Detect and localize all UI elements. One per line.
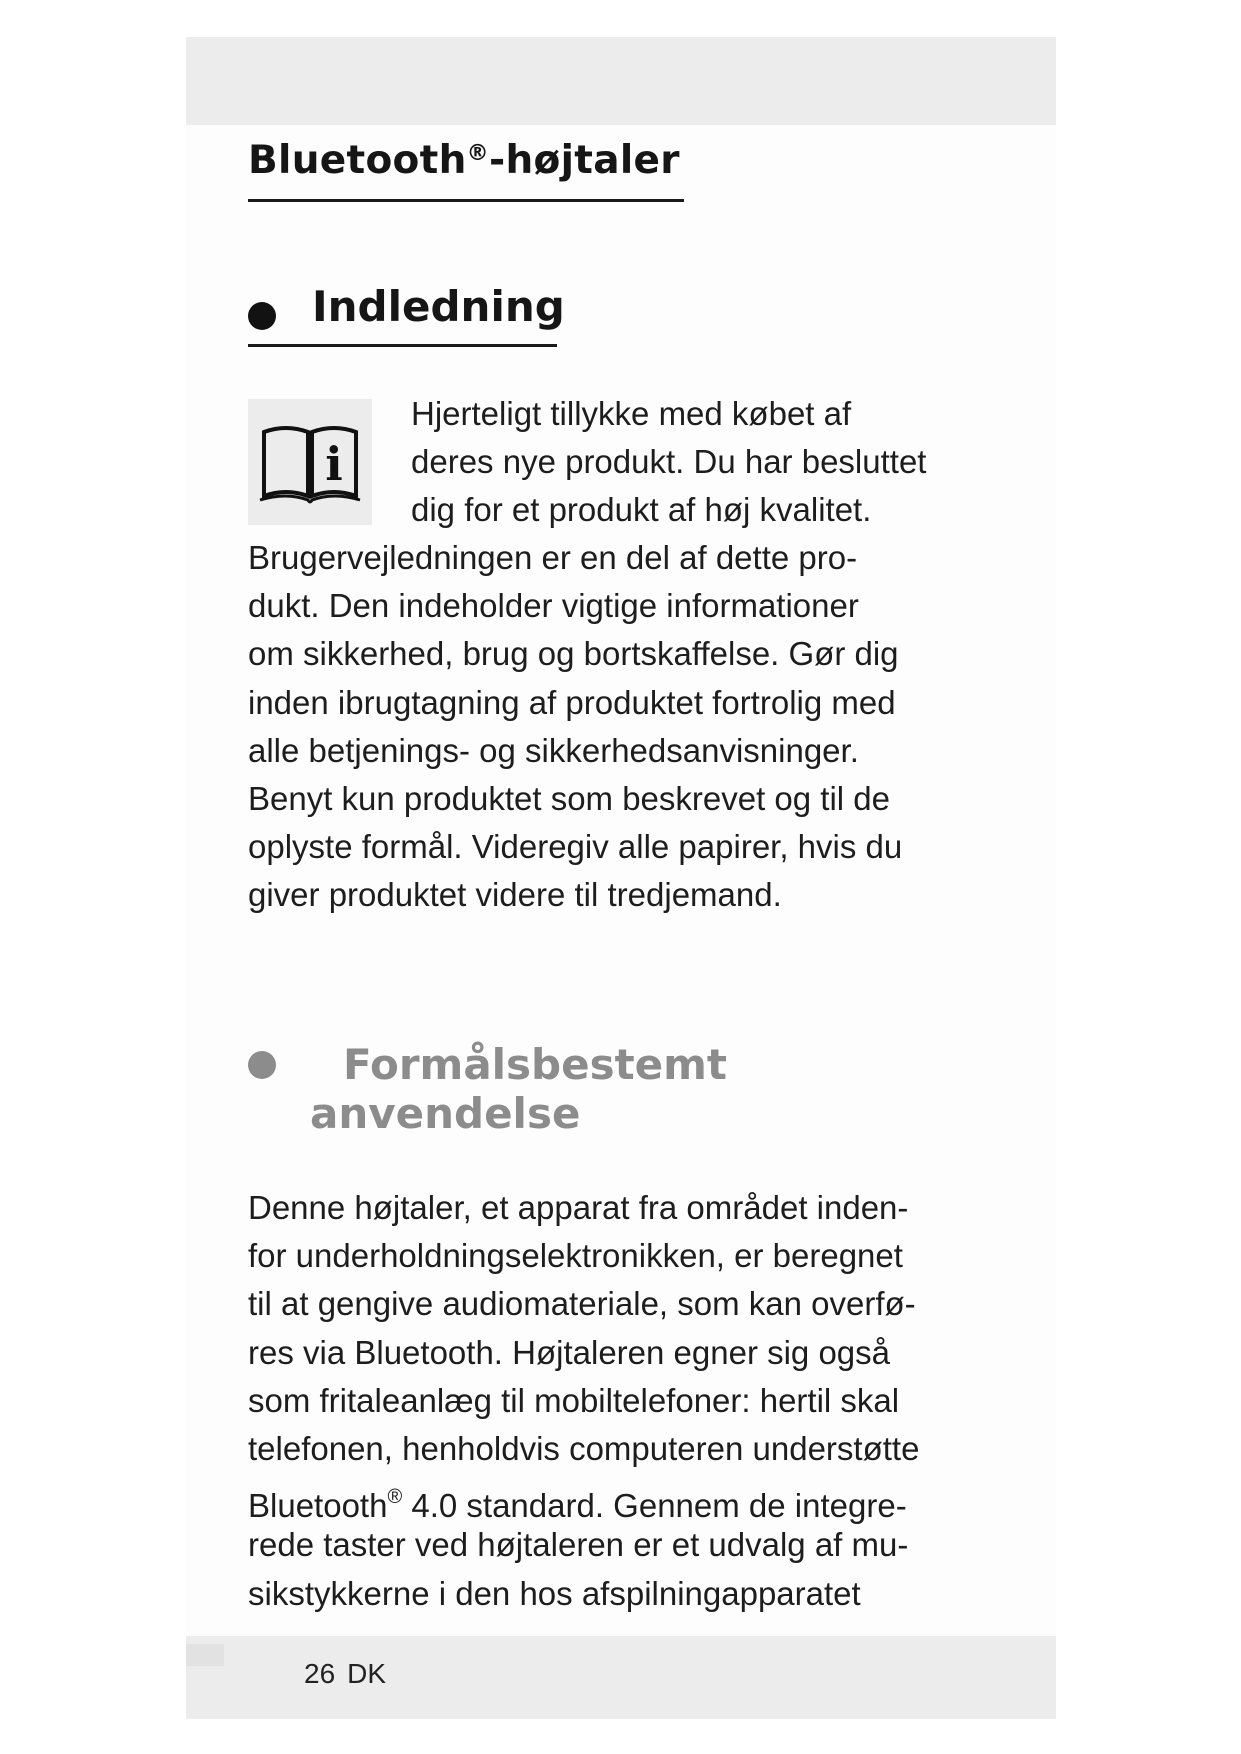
top-margin-band — [186, 37, 1056, 125]
language-code: DK — [347, 1658, 387, 1689]
section-bullet-icon — [248, 1051, 276, 1079]
edge-mark — [186, 1644, 224, 1666]
intro-paragraph-beside-icon: Hjerteligt tillykke med købet af deres nye produkt. Du har besluttet dig for et produkt af høj kvalitet. — [411, 395, 927, 529]
section-heading-intended-use: Formålsbestemt anvendelse — [310, 1040, 728, 1138]
title-underline — [248, 199, 684, 202]
section-bullet-icon — [248, 302, 276, 330]
page-footer — [304, 1658, 386, 1690]
manual-page — [186, 37, 1056, 1719]
intended-use-paragraph: Denne højtaler, et apparat fra området inden- for underholdningselektronikken, er beregnet til at gengive audiomateriale, som kan overfø- res via Bluetooth. Højtaleren egner sig også som fritaleanlæg til mobiltelefoner: hertil skal telefonen, henholdvis computeren understøtte Bluetooth® 4.0 standard. Gennem de integre- rede taster ved højtaleren er et udvalg af mu- sikstykkerne i den hos afspilningapparatet — [248, 1189, 920, 1612]
svg-text:i: i — [325, 437, 343, 491]
intro-paragraph: Brugervejledningen er en del af dette pro- dukt. Den indeholder vigtige informationer om sikkerhed, brug og bortskaffelse. Gør dig inden ibrugtagning af produktet fortrolig med alle betjenings- og sikkerhedsanvisninger. Benyt kun produktet som beskrevet og til de oplyste formål. Videregiv alle papirer, hvis du giver produktet videre til tredjemand. — [248, 539, 903, 914]
document-title: Bluetooth®-højtaler — [248, 138, 680, 183]
page-number: 26 — [304, 1658, 336, 1689]
heading-underline — [248, 344, 557, 347]
section-heading-intro: Indledning — [312, 282, 565, 331]
book-info-icon — [248, 399, 372, 525]
